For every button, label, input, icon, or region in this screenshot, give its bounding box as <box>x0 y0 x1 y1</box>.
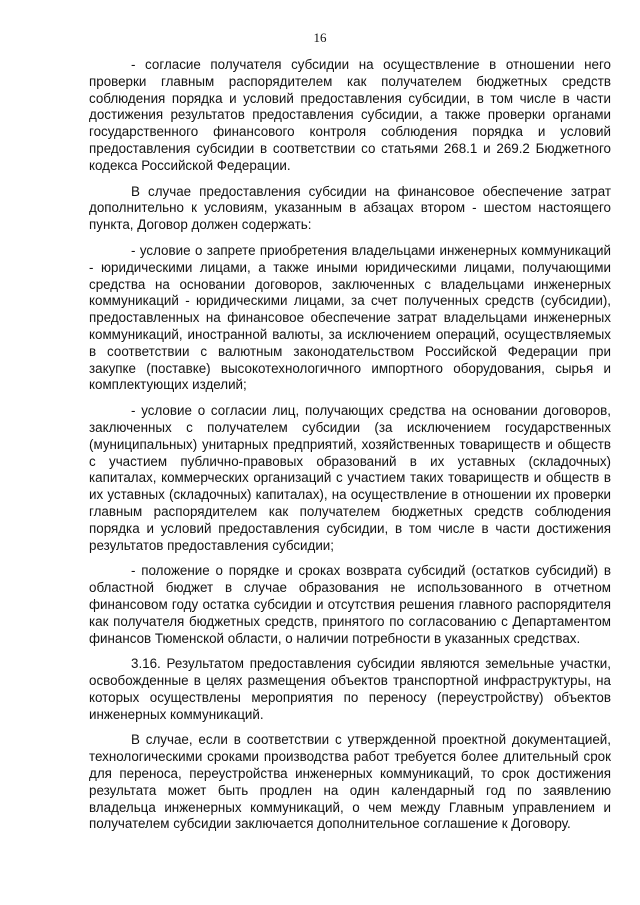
document-body <box>89 57 611 833</box>
paragraph-3-16-result: 3.16. Результатом предоставления субсидии являются земельные участки, освобожденные в целях размещения объектов транспортной инфраструктуры, на которых осуществлены мероприятия по переносу (переустройству) объектов инженерных коммуникаций. <box>89 656 611 722</box>
paragraph-return-of-subsidies: - положение о порядке и сроках возврата субсидий (остатков субсидий) в областной бюджет в случае образования не использованного в отчетном финансовом году остатка субсидии и отсутствия решения главного распорядителя как получателя бюджетных средств, принятого по согласованию с Департаментом финансов Тюменской области, о наличии потребности в указанных средствах. <box>89 563 611 646</box>
paragraph-consent-of-persons: - условие о согласии лиц, получающих средства на основании договоров, заключенных с получателем субсидии (за исключением государственных (муниципальных) унитарных предприятий, хозяйственных товариществ и обществ с участием публично-правовых образований в их уставных (складочных) капиталах, коммерческих организаций с участием таких товариществ и обществ в их уставных (складочных) капиталах), на осуществление в отношении их проверки главным распорядителем как получателем бюджетных средств соблюдения порядка и условий предоставления субсидии, в том числе в части достижения результатов предоставления субсидии; <box>89 403 611 553</box>
paragraph-currency-prohibition: - условие о запрете приобретения владельцами инженерных коммуникаций - юридическими лицами, а также иными юридическими лицами, получающими средства на основании договоров, заключенных с владельцами инженерных коммуникаций - юридическими лицами, за счет полученных средств (субсидии), предоставленных на финансовое обеспечение затрат владельцами инженерных коммуникаций, иностранной валюты, за исключением операций, осуществляемых в соответствии с валютным законодательством Российской Федерации при закупке (поставке) высокотехнологичного импортного оборудования, сырья и комплектующих изделий; <box>89 242 611 393</box>
paragraph-deadline-extension: В случае, если в соответствии с утвержденной проектной документацией, технологическими сроками производства работ требуется более длительный срок для переноса, переустройства инженерных коммуникаций, то срок достижения результата может быть продлен на один календарный год по заявлению владельца инженерных коммуникаций, о чем между Главным управлением и получателем субсидии заключается дополнительное соглашение к Договору. <box>89 732 611 832</box>
paragraph-consent-inspection: - согласие получателя субсидии на осуществление в отношении него проверки главным распорядителем как получателем бюджетных средств соблюдения порядка и условий предоставления субсидии, в том числе в части достижения результатов предоставления субсидии, а также проверки органами государственного финансового контроля соблюдения порядка и условий предоставления субсидии в соответствии со статьями 268.1 и 269.2 Бюджетного кодекса Российской Федерации. <box>89 57 611 173</box>
paragraph-financial-support-case: В случае предоставления субсидии на финансовое обеспечение затрат дополнительно к условиям, указанным в абзацах втором - шестом настоящего пункта, Договор должен содержать: <box>89 183 611 233</box>
page-number: 16 <box>313 30 327 45</box>
